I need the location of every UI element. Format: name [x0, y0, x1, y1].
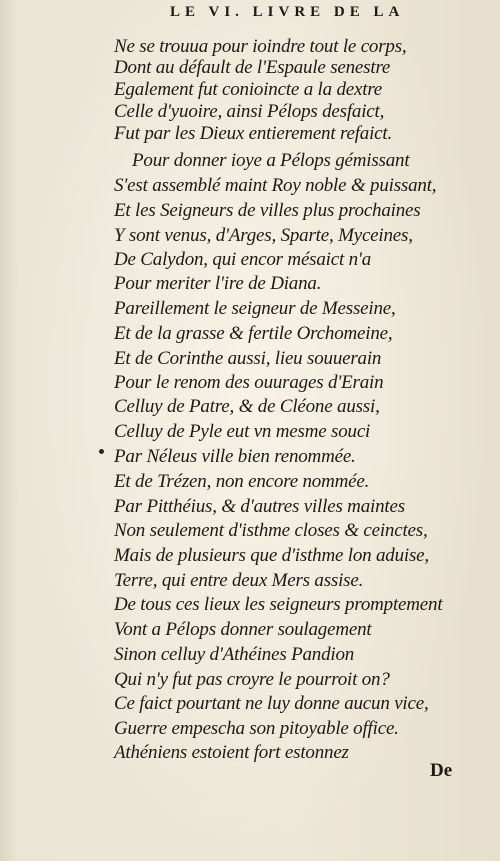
verse-line: Et de la grasse & fertile Orchomeine,: [114, 323, 393, 344]
verse-line: S'est assemblé maint Roy noble & puissant,: [114, 175, 437, 196]
verse-line: Celluy de Patre, & de Cléone aussi,: [114, 396, 380, 417]
verse-line: Pour le renom des ouurages d'Erain: [114, 372, 384, 393]
verse-line: De tous ces lieux les seigneurs promptement: [114, 594, 443, 615]
verse-line: Non seulement d'isthme closes & ceinctes,: [114, 520, 428, 541]
verse-line: Et de Corinthe aussi, lieu souuerain: [114, 348, 382, 369]
verse-line: Et les Seigneurs de villes plus prochaines: [114, 200, 421, 221]
verse-line: Pour meriter l'ire de Diana.: [114, 273, 322, 294]
verse-line: Y sont venus, d'Arges, Sparte, Myceines,: [114, 225, 413, 246]
verse-line: Par Néleus ville bien renommée.: [114, 446, 356, 467]
catchword: De: [430, 760, 453, 781]
verse-line: Celluy de Pyle eut vn mesme souci: [114, 421, 371, 442]
verse-line: Qui n'y fut pas croyre le pourroit on?: [114, 669, 390, 690]
margin-mark: [99, 449, 104, 454]
verse-line: Vont a Pélops donner soulagement: [114, 619, 372, 640]
verse-line: Dont au défault de l'Espaule senestre: [114, 57, 391, 78]
verse-line: Ce faict pourtant ne luy donne aucun vice,: [114, 693, 429, 714]
verse-line: Sinon celluy d'Athéines Pandion: [114, 644, 355, 665]
verse-line: Terre, qui entre deux Mers assise.: [114, 570, 364, 591]
verse-line: Fut par les Dieux entierement refaict.: [114, 123, 393, 144]
verse-line: Athéniens estoient fort estonnez: [114, 742, 349, 763]
verse-line: Guerre empescha son pitoyable office.: [114, 718, 399, 739]
verse-line: Pour donner ioye a Pélops gémissant: [132, 150, 410, 171]
verse-line: Mais de plusieurs que d'isthme lon aduise,: [114, 545, 429, 566]
verse-line: Pareillement le seigneur de Messeine,: [114, 298, 396, 319]
verse-line: Et de Trézen, non encore nommée.: [114, 471, 370, 492]
verse-line: Par Pitthéius, & d'autres villes maintes: [114, 496, 405, 517]
verse-line: Celle d'yuoire, ainsi Pélops desfaict,: [114, 101, 385, 122]
running-head: LE VI. LIVRE DE LA: [170, 4, 405, 20]
verse-line: Ne se trouua pour ioindre tout le corps,: [114, 36, 407, 57]
verse-line: De Calydon, qui encor mésaict n'a: [114, 249, 372, 270]
verse-line: Egalement fut conioincte a la dextre: [114, 79, 383, 100]
